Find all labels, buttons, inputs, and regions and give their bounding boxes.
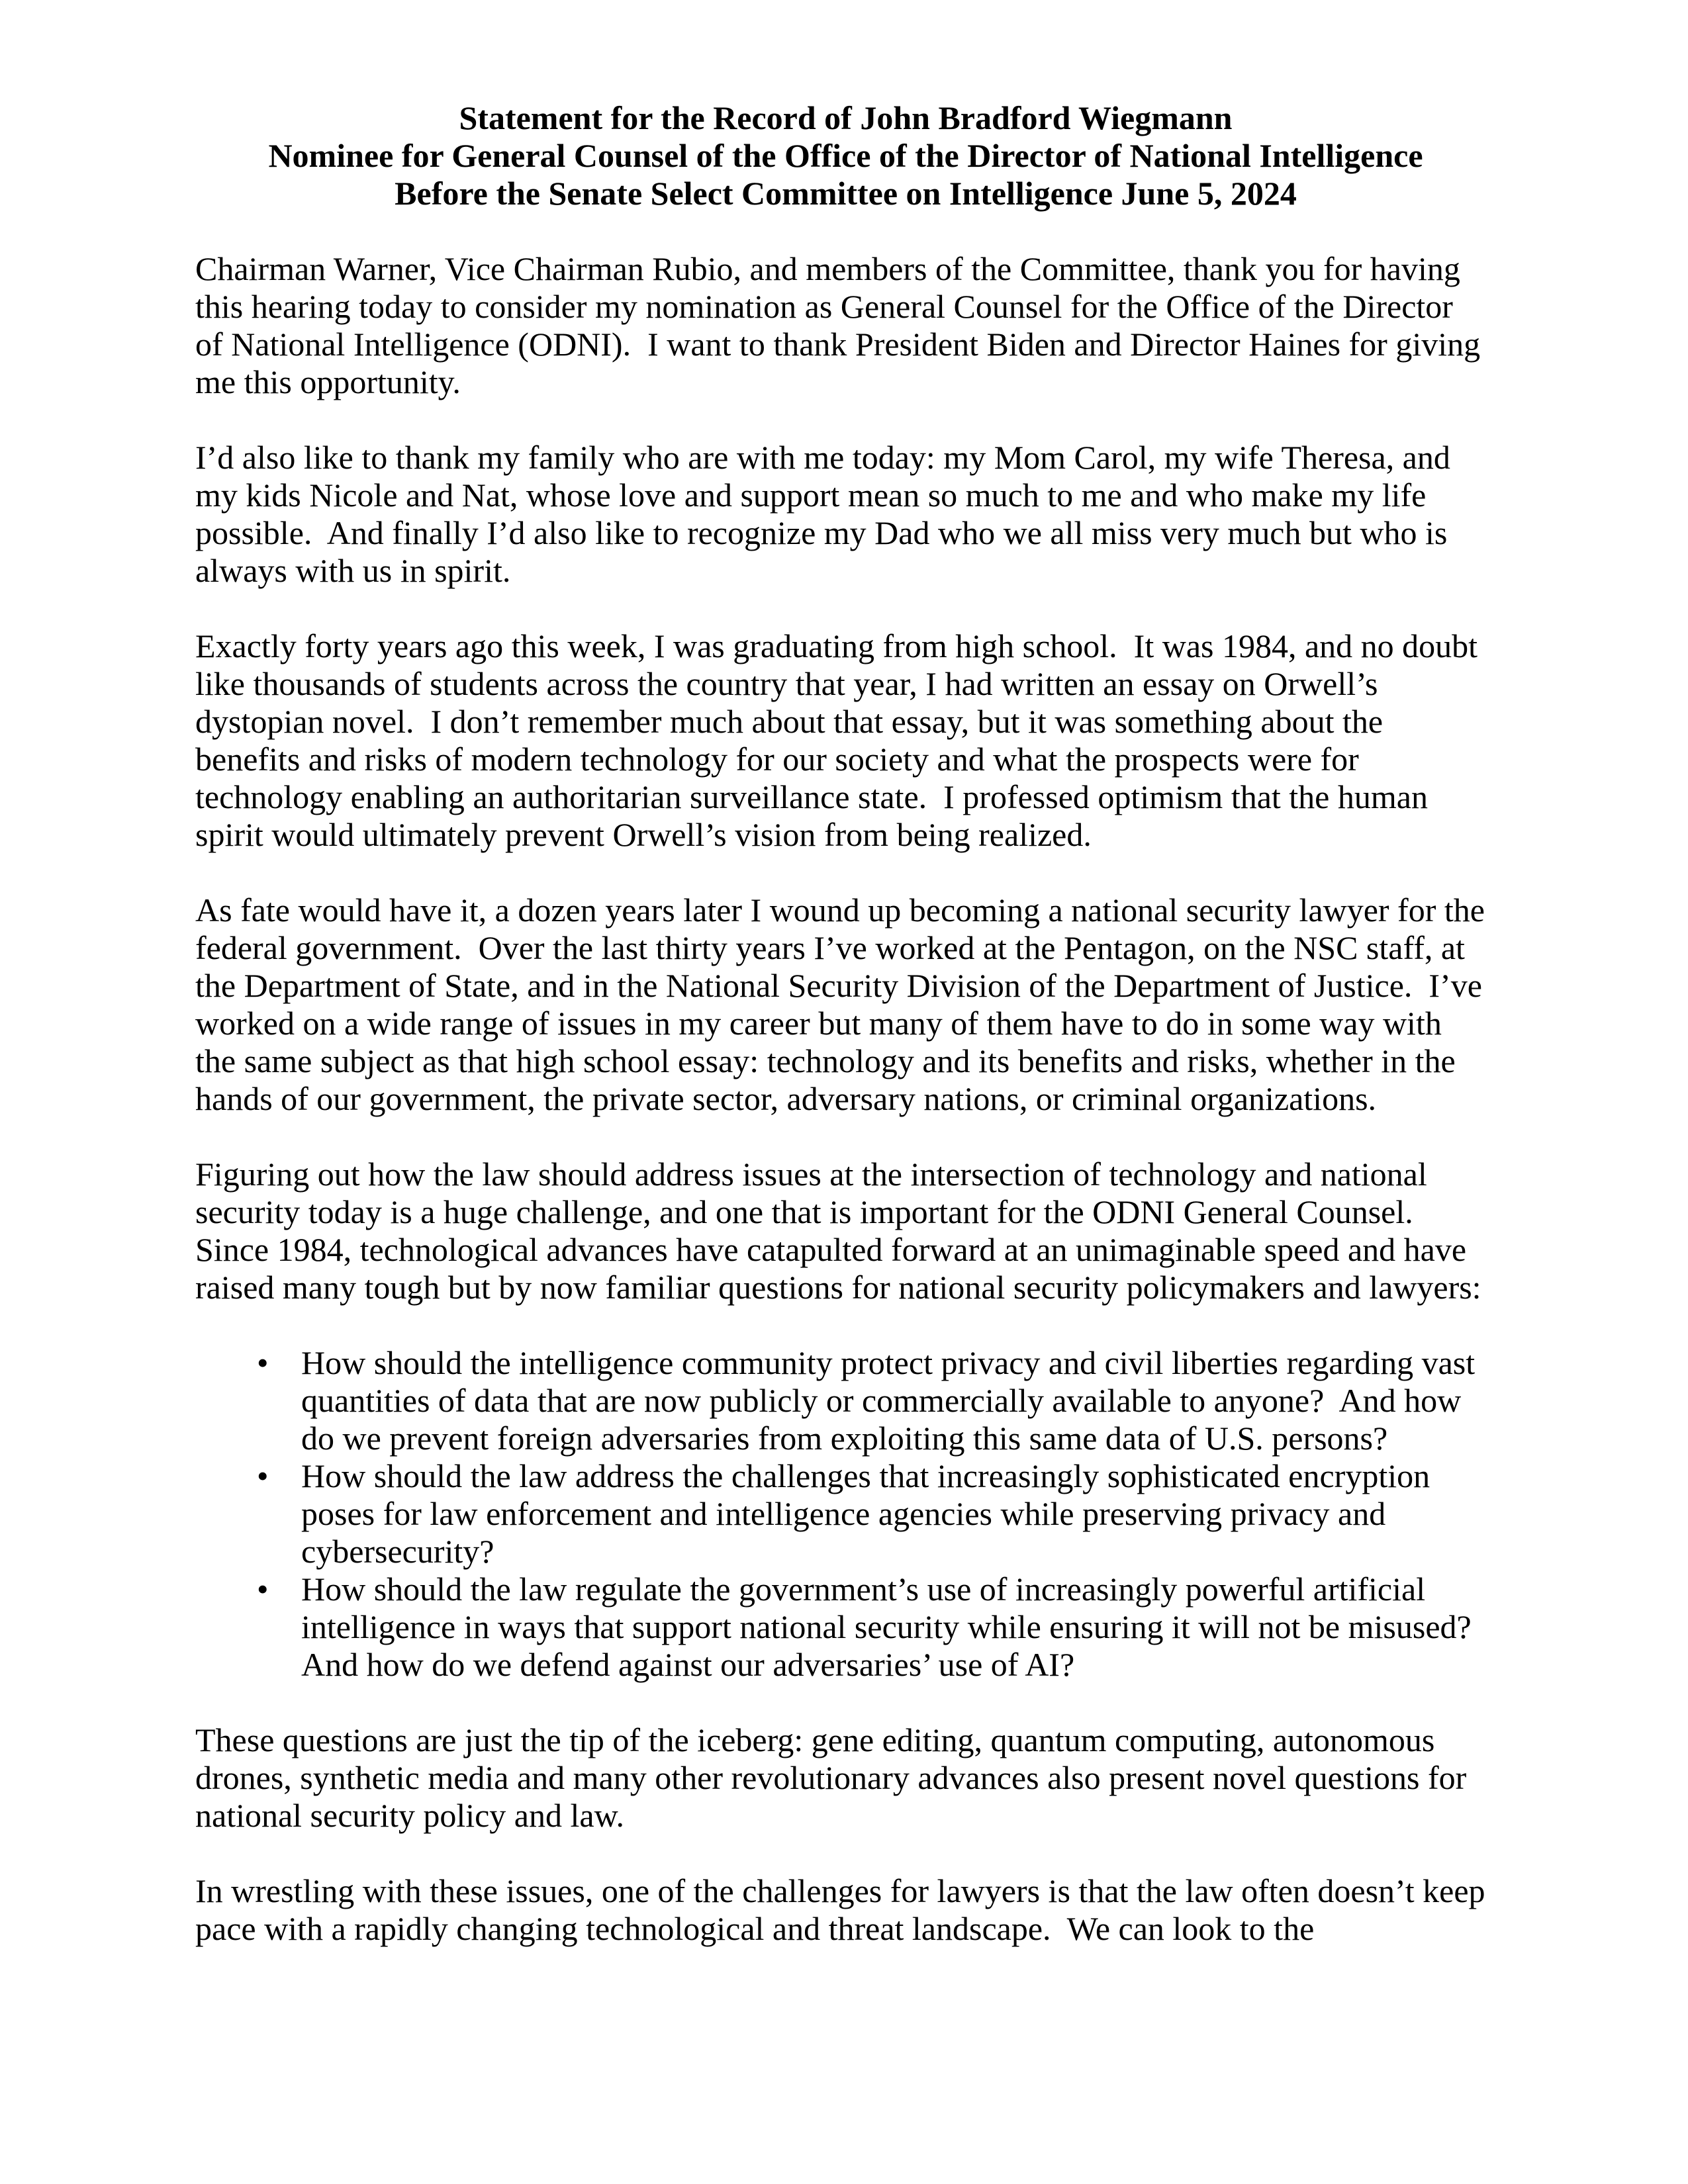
text-line: do we prevent foreign adversaries from exploiting this same data of U.S. persons? xyxy=(301,1420,1388,1457)
text-line: like thousands of students across the country that year, I had written an essay on Orwell’s xyxy=(195,665,1378,702)
text-line: this hearing today to consider my nomination as General Counsel for the Office of the Director xyxy=(195,288,1453,325)
bullet-item-privacy xyxy=(195,1344,1496,1457)
bullet-text-privacy xyxy=(301,1344,1496,1457)
bullet-icon: • xyxy=(257,1457,269,1494)
bullet-text-encryption xyxy=(301,1457,1496,1570)
text-line: Nominee for General Counsel of the Office of the Director of National Intelligence xyxy=(268,137,1423,174)
text-line: Figuring out how the law should address issues at the intersection of technology and national xyxy=(195,1156,1427,1193)
bullet-item-ai xyxy=(195,1570,1496,1684)
text-line: Chairman Warner, Vice Chairman Rubio, and members of the Committee, thank you for having xyxy=(195,250,1460,287)
text-line: dystopian novel. I don’t remember much about that essay, but it was something about the xyxy=(195,703,1383,740)
text-line: benefits and risks of modern technology for our society and what the prospects were for xyxy=(195,741,1359,778)
text-line: quantities of data that are now publicly or commercially available to anyone? And how xyxy=(301,1382,1462,1419)
text-line: How should the law address the challenges that increasingly sophisticated encryption xyxy=(301,1457,1430,1494)
text-line: Exactly forty years ago this week, I was graduating from high school. It was 1984, and no doubt xyxy=(195,627,1478,664)
bullet-item-encryption xyxy=(195,1457,1496,1570)
text-line: spirit would ultimately prevent Orwell’s vision from being realized. xyxy=(195,816,1092,853)
text-line: Before the Senate Select Committee on Intelligence June 5, 2024 xyxy=(395,175,1297,212)
paragraph-1984 xyxy=(195,627,1496,854)
bullet-list xyxy=(195,1344,1496,1684)
text-line: These questions are just the tip of the iceberg: gene editing, quantum computing, autonomous xyxy=(195,1721,1435,1758)
text-line: pace with a rapidly changing technological and threat landscape. We can look to the xyxy=(195,1910,1315,1947)
text-line: How should the law regulate the government’s use of increasingly powerful artificial xyxy=(301,1570,1426,1608)
text-line: technology enabling an authoritarian surveillance state. I professed optimism that the human xyxy=(195,778,1428,815)
text-line: of National Intelligence (ODNI). I want to thank President Biden and Director Haines for giving xyxy=(195,326,1481,363)
paragraph-challenge xyxy=(195,1156,1496,1306)
text-line: always with us in spirit. xyxy=(195,552,511,589)
paragraph-family xyxy=(195,439,1496,590)
text-line: drones, synthetic media and many other revolutionary advances also present novel questions for xyxy=(195,1759,1467,1796)
text-line: worked on a wide range of issues in my career but many of them have to do in some way with xyxy=(195,1005,1442,1042)
text-line: possible. And finally I’d also like to recognize my Dad who we all miss very much but who is xyxy=(195,514,1448,551)
text-line: hands of our government, the private sector, adversary nations, or criminal organizations. xyxy=(195,1080,1377,1117)
text-line: my kids Nicole and Nat, whose love and support mean so much to me and who make my life xyxy=(195,477,1427,514)
text-line: raised many tough but by now familiar questions for national security policymakers and lawyers: xyxy=(195,1269,1481,1306)
bullet-icon: • xyxy=(257,1344,269,1381)
text-line: How should the intelligence community protect privacy and civil liberties regarding vast xyxy=(301,1344,1476,1381)
paragraph-wrestling xyxy=(195,1872,1496,1948)
text-line: Statement for the Record of John Bradford Wiegmann xyxy=(459,99,1233,136)
text-line: security today is a huge challenge, and one that is important for the ODNI General Counsel. xyxy=(195,1193,1413,1230)
document-title xyxy=(195,99,1496,212)
text-line: cybersecurity? xyxy=(301,1533,494,1570)
bullet-text-ai xyxy=(301,1570,1496,1684)
text-line: the Department of State, and in the National Security Division of the Department of Justice. I’ve xyxy=(195,967,1482,1004)
paragraph-intro xyxy=(195,250,1496,401)
text-line: Since 1984, technological advances have catapulted forward at an unimaginable speed and have xyxy=(195,1231,1467,1268)
bullet-icon: • xyxy=(257,1570,269,1608)
text-line: And how do we defend against our adversaries’ use of AI? xyxy=(301,1646,1075,1683)
text-line: I’d also like to thank my family who are with me today: my Mom Carol, my wife Theresa, and xyxy=(195,439,1450,476)
document-content xyxy=(195,99,1496,1948)
text-line: the same subject as that high school essay: technology and its benefits and risks, whether in the xyxy=(195,1042,1456,1079)
text-line: national security policy and law. xyxy=(195,1797,624,1834)
text-line: me this opportunity. xyxy=(195,363,461,400)
paragraph-iceberg xyxy=(195,1721,1496,1835)
text-line: intelligence in ways that support national security while ensuring it will not be misused? xyxy=(301,1608,1472,1645)
paragraph-career xyxy=(195,891,1496,1118)
text-line: In wrestling with these issues, one of the challenges for lawyers is that the law often doesn’t keep xyxy=(195,1872,1485,1909)
text-line: As fate would have it, a dozen years later I wound up becoming a national security lawyer for the xyxy=(195,891,1485,929)
text-line: federal government. Over the last thirty years I’ve worked at the Pentagon, on the NSC staff, at xyxy=(195,929,1465,966)
text-line: poses for law enforcement and intelligence agencies while preserving privacy and xyxy=(301,1495,1386,1532)
